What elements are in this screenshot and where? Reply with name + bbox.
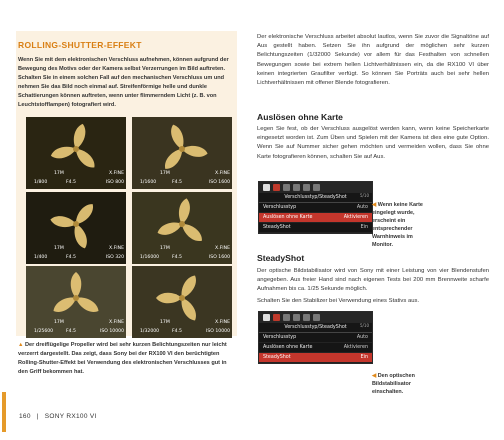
photo-aperture: F4.5 bbox=[66, 329, 76, 334]
propeller-photo bbox=[132, 117, 232, 189]
menu-pager: 5/10 bbox=[360, 193, 369, 198]
photo-image-size: 17M bbox=[54, 320, 64, 325]
photo-caption: ▲ Der dreiflügelige Propeller wird bei sehr kurzen Belichtungszeiten nur leicht verzerrt dargestellt. Das zeigt, dass Sony bei der RX100 VI den berüchtigten Rolling-Shutter-Effekt bei Verwendung des elektronischen Verschlusses gut in den Griff bekommen hat. bbox=[18, 342, 227, 375]
photo-iso: ISO 10000 bbox=[206, 329, 230, 334]
paragraph-ausloesen: Legen Sie fest, ob der Verschluss ausgelöst werden kann, wenn keine Speicherkarte eingesetzt worden ist. Zum Üben und Spielen mit der Kamera ist dies eine gute Option. Wenn Sie auf Nummer sicher gehen möchten und vermeiden wollen, dass Sie ohne Karte fotografieren können, schalten Sie auf Aus. bbox=[257, 126, 489, 160]
network-tab-icon bbox=[283, 184, 290, 191]
propeller-photo bbox=[26, 266, 126, 338]
photo-quality: X.FINE bbox=[109, 171, 124, 176]
menu-title: Verschlusstyp/SteadyShot bbox=[259, 193, 372, 203]
photo-image-size: 17M bbox=[54, 171, 64, 176]
photo-shutter: 1/16000 bbox=[140, 255, 160, 260]
photo-aperture: F4.5 bbox=[172, 255, 182, 260]
photo-shutter: 1/400 bbox=[34, 255, 48, 260]
intro-paragraph: Der elektronische Verschluss arbeitet absolut lautlos, wenn Sie zuvor die Signaltöne auf Aus gestellt haben. Setzen Sie ihn aufgrund der möglichen sehr kurzen Belichtungszeiten (1/32000 Sekunde) vor allem für das Festhalten von schnellen Bewegungen sowie bei extrem hellen Lichtverhältnissen ein, da die RX100 VI über keinen integrierten Graufilter verfügt. So können Sie Porträts auch bei sehr hellen Lichtverhältnissen mit offener Blende fotografieren. bbox=[257, 34, 489, 87]
photo-background bbox=[26, 117, 126, 189]
photo-quality: X.FINE bbox=[109, 246, 124, 251]
settings-tab-icon bbox=[303, 314, 310, 321]
paragraph-steadyshot: Der optische Bildstabilisator wird von Sony mit einer Leistung von vier Blendenstufen angegeben. Aus freier Hand sind nach eigenen Tests bei 200 mm Brennweite scharfe Aufnahmen bis ca. 1/25 Sekunde möglich. bbox=[257, 268, 489, 293]
triangle-marker-icon: ◀ bbox=[372, 373, 377, 379]
menu-row-selected: SteadyShot Ein bbox=[259, 353, 372, 363]
page-footer bbox=[19, 413, 97, 420]
camera-menu-screenshot bbox=[258, 181, 373, 234]
photo-aperture: F4.5 bbox=[172, 329, 182, 334]
photo-quality: X.FINE bbox=[215, 171, 230, 176]
heading-steadyshot: SteadyShot bbox=[257, 253, 305, 263]
menu-tabs bbox=[259, 182, 372, 193]
photo-quality: X.FINE bbox=[215, 320, 230, 325]
photo-iso: ISO 1600 bbox=[208, 180, 230, 185]
menu-caption-1: ◀ Wenn keine Karte eingelegt wurde, erscheint ein entsprechender Warnhinweis im Monitor. bbox=[372, 202, 423, 248]
propeller-photo bbox=[132, 192, 232, 264]
playback-tab-icon bbox=[293, 314, 300, 321]
playback-tab-icon bbox=[293, 184, 300, 191]
footer-separator: | bbox=[36, 413, 39, 420]
page-number: 160 bbox=[19, 413, 31, 420]
triangle-marker-icon: ◀ bbox=[372, 202, 377, 208]
photo-background bbox=[132, 117, 232, 189]
photo-iso: ISO 800 bbox=[105, 180, 124, 185]
photo-quality: X.FINE bbox=[109, 320, 124, 325]
camera-tab-icon bbox=[263, 184, 270, 191]
menu-row: Verschlusstyp Auto bbox=[259, 333, 372, 343]
box-intro: Wenn Sie mit dem elektronischen Verschluss aufnehmen, können aufgrund der Bewegung des Motivs oder der Kamera selbst Verzerrungen im Bild auftreten. Schalten Sie in einem solchen Fall auf den mechanischen Verschluss um und nehmen Sie das Bild noch einmal auf. Streifenförmige helle und dunkle Schattierungen können auftreten, wenn unter flimmerndem Licht (z. B. von Leuchtstofflampen) fotografiert wird. bbox=[18, 57, 229, 108]
mymenu-tab-icon bbox=[313, 314, 320, 321]
menu-title: Verschlusstyp/SteadyShot bbox=[259, 323, 372, 333]
paragraph-steadyshot-2: Schalten Sie den Stabilizer bei Verwendung eines Stativs aus. bbox=[257, 298, 420, 304]
camera-tab-icon bbox=[273, 184, 280, 191]
menu-pager: 5/10 bbox=[360, 323, 369, 328]
heading-ausloesen: Auslösen ohne Karte bbox=[257, 112, 343, 122]
propeller-hub bbox=[73, 295, 79, 301]
photo-iso: ISO 10000 bbox=[100, 329, 124, 334]
page-edge-accent bbox=[2, 392, 6, 432]
photo-image-size: 17M bbox=[160, 320, 170, 325]
menu-row: Auslösen ohne Karte Aktivieren bbox=[259, 343, 372, 353]
mymenu-tab-icon bbox=[313, 184, 320, 191]
camera-tab-icon bbox=[263, 314, 270, 321]
photo-aperture: F4.5 bbox=[172, 180, 182, 185]
propeller-photo bbox=[132, 266, 232, 338]
menu-row: SteadyShot Ein bbox=[259, 223, 372, 233]
photo-image-size: 17M bbox=[160, 246, 170, 251]
triangle-marker-icon: ▲ bbox=[18, 342, 24, 348]
settings-tab-icon bbox=[303, 184, 310, 191]
propeller-photo bbox=[26, 117, 126, 189]
photo-image-size: 17M bbox=[54, 246, 64, 251]
photo-shutter: 1/25600 bbox=[34, 329, 54, 334]
camera-menu-screenshot bbox=[258, 311, 373, 364]
menu-caption-2: ◀ Den optischen Bildstabilisator einschalten. bbox=[372, 373, 415, 395]
photo-iso: ISO 1600 bbox=[208, 255, 230, 260]
photo-iso: ISO 320 bbox=[105, 255, 124, 260]
book-title: SONY RX100 VI bbox=[44, 413, 97, 420]
menu-row-selected: Auslösen ohne Karte Aktivieren bbox=[259, 213, 372, 223]
camera-tab-icon bbox=[273, 314, 280, 321]
photo-shutter: 1/32000 bbox=[140, 329, 160, 334]
box-title: ROLLING-SHUTTER-EFFEKT bbox=[18, 40, 142, 50]
photo-shutter: 1/800 bbox=[34, 180, 48, 185]
photo-aperture: F4.5 bbox=[66, 255, 76, 260]
propeller-photo bbox=[26, 192, 126, 264]
photo-aperture: F4.5 bbox=[66, 180, 76, 185]
menu-tabs bbox=[259, 312, 372, 323]
menu-row: Verschlusstyp Auto bbox=[259, 203, 372, 213]
photo-image-size: 17M bbox=[160, 171, 170, 176]
photo-shutter: 1/1600 bbox=[140, 180, 157, 185]
network-tab-icon bbox=[283, 314, 290, 321]
photo-quality: X.FINE bbox=[215, 246, 230, 251]
